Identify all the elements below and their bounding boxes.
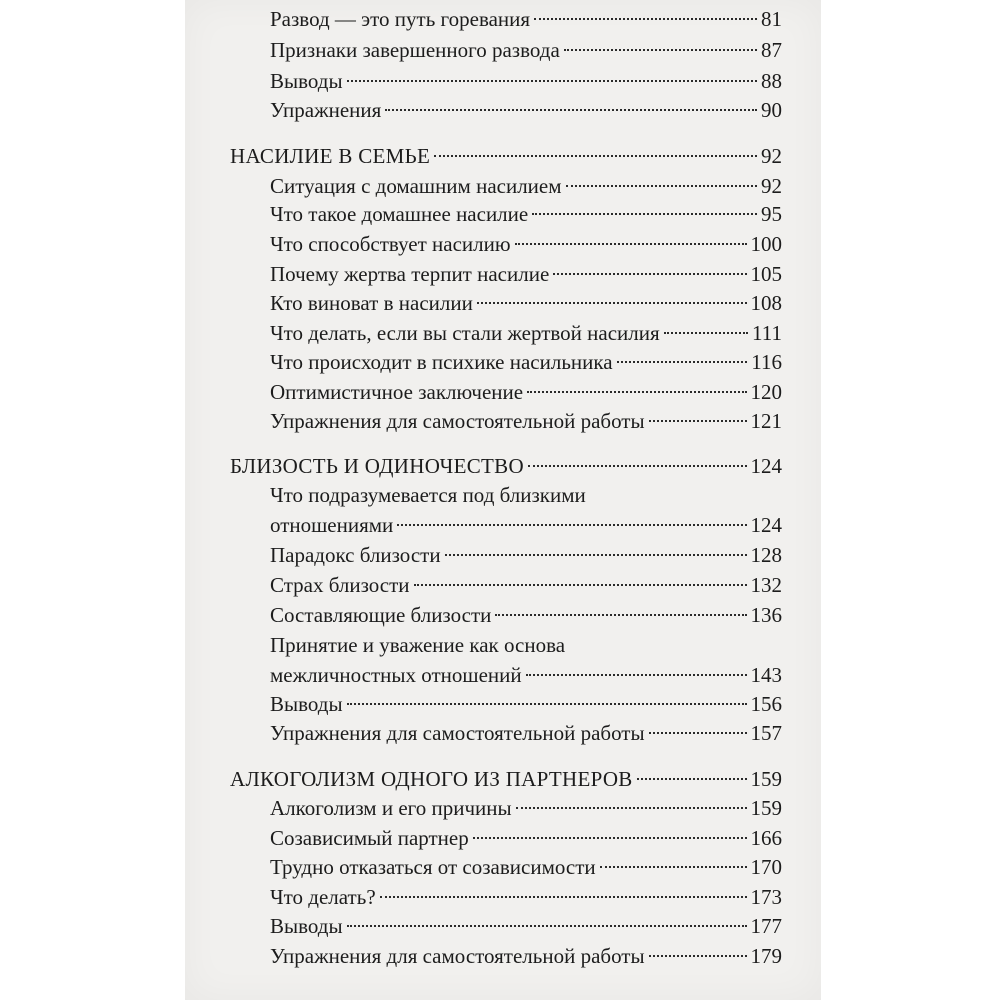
dot-leader bbox=[515, 243, 747, 245]
dot-leader bbox=[434, 155, 757, 157]
dot-leader bbox=[380, 896, 747, 898]
dot-leader bbox=[347, 703, 747, 705]
toc-entry bbox=[270, 318, 782, 348]
toc-entry-page: 100 bbox=[750, 232, 782, 256]
toc-chapter-title: НАСИЛИЕ В СЕМЬЕ bbox=[230, 144, 431, 168]
toc-entry bbox=[270, 941, 782, 971]
toc-entry-title: Что происходит в психике насильника bbox=[270, 350, 613, 374]
toc-entry-title: Что делать? bbox=[270, 885, 376, 909]
toc-entry-page: 90 bbox=[761, 98, 782, 122]
toc-entry-title: Развод — это путь горевания bbox=[270, 7, 531, 31]
dot-leader bbox=[664, 332, 748, 334]
toc-entry-page: 124 bbox=[750, 454, 782, 478]
toc-entry bbox=[270, 377, 782, 407]
dot-leader bbox=[532, 213, 757, 215]
dot-leader bbox=[495, 614, 746, 616]
toc-entry-page: 132 bbox=[750, 573, 782, 597]
toc-entry-page: 124 bbox=[750, 513, 782, 537]
toc-entry-title: Выводы bbox=[270, 69, 343, 93]
toc-entry-page: 92 bbox=[761, 174, 782, 198]
toc-entry bbox=[270, 406, 782, 436]
toc-entry-title: Составляющие близости bbox=[270, 603, 492, 627]
toc-entry bbox=[270, 35, 782, 65]
toc-entry bbox=[270, 199, 782, 229]
toc-entry-title: Выводы bbox=[270, 914, 343, 938]
toc-entry-title: Оптимистичное заключение bbox=[270, 380, 524, 404]
dot-leader bbox=[617, 361, 748, 363]
toc-entry bbox=[270, 95, 782, 125]
toc-chapter bbox=[230, 141, 782, 171]
toc-entry-page: 159 bbox=[750, 767, 782, 791]
toc-entry bbox=[270, 600, 782, 630]
dot-leader bbox=[600, 866, 747, 868]
toc-entry-page: 157 bbox=[750, 721, 782, 745]
toc-entry bbox=[270, 4, 782, 34]
dot-leader bbox=[566, 185, 757, 187]
toc-entry bbox=[270, 259, 782, 289]
toc-entry-page: 143 bbox=[750, 663, 782, 687]
toc-entry bbox=[270, 570, 782, 600]
toc-entry-page: 88 bbox=[761, 69, 782, 93]
toc-entry-title: Почему жертва терпит насилие bbox=[270, 262, 550, 286]
toc-entry-title: Парадокс близости bbox=[270, 543, 441, 567]
toc-entry-title: Что делать, если вы стали жертвой насилия bbox=[270, 321, 660, 345]
dot-leader bbox=[553, 273, 746, 275]
dot-leader bbox=[649, 955, 747, 957]
toc-entry bbox=[270, 660, 782, 690]
dot-leader bbox=[477, 302, 747, 304]
book-page bbox=[185, 0, 821, 1000]
dot-leader bbox=[414, 584, 747, 586]
toc-entry-page: 156 bbox=[750, 692, 782, 716]
toc-entry-title: Упражнения для самостоятельной работы bbox=[270, 721, 645, 745]
toc-entry-title: Что способствует насилию bbox=[270, 232, 511, 256]
dot-leader bbox=[637, 778, 747, 780]
toc-entry-page: 159 bbox=[750, 796, 782, 820]
toc-entry-title: отношениями bbox=[270, 513, 394, 537]
dot-leader bbox=[534, 18, 757, 20]
toc-entry-page: 120 bbox=[750, 380, 782, 404]
toc-entry-title: Упражнения bbox=[270, 98, 382, 122]
toc-entry-page: 128 bbox=[750, 543, 782, 567]
toc-entry-title-line1: Принятие и уважение как основа bbox=[270, 633, 566, 657]
toc-entry bbox=[270, 852, 782, 882]
toc-entry-page: 95 bbox=[761, 202, 782, 226]
toc-entry bbox=[270, 171, 782, 201]
toc-entry-title: Что такое домашнее насилие bbox=[270, 202, 529, 226]
toc-entry-title: межличностных отношений bbox=[270, 663, 522, 687]
toc-entry bbox=[270, 510, 782, 540]
toc-entry-title-line1: Что подразумевается под близкими bbox=[270, 483, 586, 507]
toc-entry-page: 108 bbox=[750, 291, 782, 315]
dot-leader bbox=[347, 80, 757, 82]
dot-leader bbox=[528, 465, 747, 467]
toc-entry-title: Упражнения для самостоятельной работы bbox=[270, 944, 645, 968]
toc-entry bbox=[270, 823, 782, 853]
dot-leader bbox=[516, 807, 747, 809]
toc-entry-title: Ситуация с домашним насилием bbox=[270, 174, 562, 198]
toc-chapter-title: БЛИЗОСТЬ И ОДИНОЧЕСТВО bbox=[230, 454, 524, 478]
toc-chapter bbox=[230, 764, 782, 794]
toc-entry-page: 170 bbox=[750, 855, 782, 879]
toc-entry bbox=[270, 793, 782, 823]
toc-entry-page: 177 bbox=[750, 914, 782, 938]
toc-entry-page: 166 bbox=[750, 826, 782, 850]
toc-entry bbox=[270, 718, 782, 748]
dot-leader bbox=[445, 554, 747, 556]
dot-leader bbox=[347, 925, 747, 927]
toc-entry bbox=[270, 66, 782, 96]
dot-leader bbox=[649, 420, 747, 422]
toc-entry-title: Страх близости bbox=[270, 573, 410, 597]
toc-entry bbox=[270, 288, 782, 318]
toc-entry-page: 136 bbox=[750, 603, 782, 627]
toc-entry bbox=[270, 347, 782, 377]
toc-entry-page: 111 bbox=[752, 321, 782, 345]
toc-entry-page: 81 bbox=[761, 7, 782, 31]
toc-entry-page: 121 bbox=[750, 409, 782, 433]
toc-entry bbox=[270, 689, 782, 719]
dot-leader bbox=[649, 732, 747, 734]
toc-entry-title: Алкоголизм и его причины bbox=[270, 796, 512, 820]
toc-entry-page: 179 bbox=[750, 944, 782, 968]
toc-entry-page: 116 bbox=[751, 350, 782, 374]
dot-leader bbox=[564, 49, 757, 51]
toc-entry bbox=[270, 540, 782, 570]
dot-leader bbox=[527, 391, 746, 393]
toc-entry-title: Созависимый партнер bbox=[270, 826, 469, 850]
toc-entry bbox=[270, 882, 782, 912]
toc-entry bbox=[270, 911, 782, 941]
toc-entry-title: Признаки завершенного развода bbox=[270, 38, 560, 62]
toc-entry-title: Упражнения для самостоятельной работы bbox=[270, 409, 645, 433]
toc-chapter bbox=[230, 451, 782, 481]
dot-leader bbox=[385, 109, 757, 111]
dot-leader bbox=[473, 837, 747, 839]
toc-chapter-title: АЛКОГОЛИЗМ ОДНОГО ИЗ ПАРТНЕРОВ bbox=[230, 767, 633, 791]
toc-entry-page: 105 bbox=[750, 262, 782, 286]
toc-entry-page: 92 bbox=[761, 144, 782, 168]
dot-leader bbox=[526, 674, 747, 676]
toc-entry bbox=[270, 229, 782, 259]
toc-entry-page: 173 bbox=[750, 885, 782, 909]
toc-entry-title: Выводы bbox=[270, 692, 343, 716]
toc-entry-title: Трудно отказаться от созависимости bbox=[270, 855, 596, 879]
dot-leader bbox=[397, 524, 746, 526]
toc-entry-title: Кто виноват в насилии bbox=[270, 291, 473, 315]
toc-entry-page: 87 bbox=[761, 38, 782, 62]
